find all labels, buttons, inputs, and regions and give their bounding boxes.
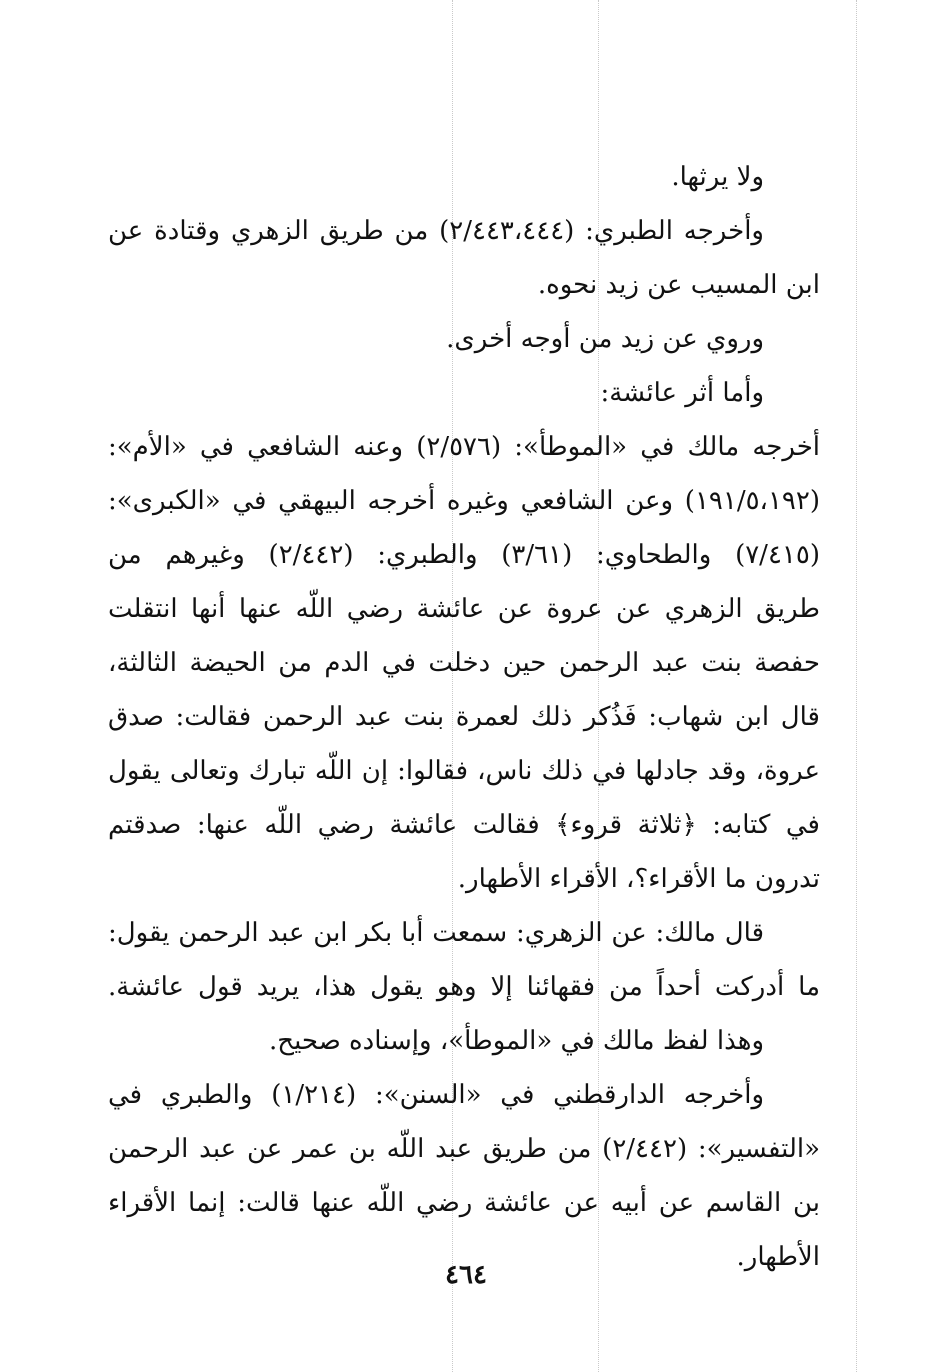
text-line: تدرون ما الأقراء؟، الأقراء الأطهار. — [457, 864, 820, 894]
text-line: وأخرجه الطبري: (٢/٤٤٣،٤٤٤) من طريق الزهري وقتادة عن — [108, 216, 764, 246]
text-line: عروة، وقد جادلها في ذلك ناس، فقالوا: إن اللّه تبارك وتعالى يقول — [108, 756, 820, 786]
text-line: وهذا لفظ مالك في «الموطأ»، وإسناده صحيح. — [269, 1026, 764, 1056]
text-line: وأما أثر عائشة: — [600, 378, 764, 408]
text-line: وروي عن زيد من أوجه أخرى. — [446, 324, 764, 354]
body-text — [108, 150, 820, 1284]
text-line: ما أدركت أحداً من فقهائنا إلا وهو يقول هذا، يريد قول عائشة. — [108, 972, 820, 1002]
text-line: أخرجه مالك في «الموطأ»: (٢/٥٧٦) وعنه الشافعي في «الأم»: — [108, 432, 820, 462]
text-line: قال ابن شهاب: فَذُكر ذلك لعمرة بنت عبد الرحمن فقالت: صدق — [108, 702, 820, 732]
text-line: وأخرجه الدارقطني في «السنن»: (١/٢١٤) والطبري في — [108, 1080, 764, 1110]
text-line: قال مالك: عن الزهري: سمعت أبا بكر ابن عبد الرحمن يقول: — [108, 918, 764, 948]
text-line: ولا يرثها. — [671, 162, 764, 192]
text-line: طريق الزهري عن عروة عن عائشة رضي اللّه عنها أنها انتقلت — [108, 594, 820, 624]
text-line: (١٩١/٥،١٩٢) وعن الشافعي وغيره أخرجه البيهقي في «الكبرى»: — [108, 486, 820, 516]
scan-artifact-line — [856, 0, 857, 1372]
text-line: الأطهار. — [736, 1242, 820, 1272]
text-line: في كتابه: ﴿ثلاثة قروء﴾ فقالت عائشة رضي اللّه عنها: صدقتم — [108, 810, 820, 840]
text-line: ابن المسيب عن زيد نحوه. — [537, 270, 820, 300]
text-line: (٧/٤١٥) والطحاوي: (٣/٦١) والطبري: (٢/٤٤٢) وغيرهم من — [108, 540, 820, 570]
text-line: بن القاسم عن أبيه عن عائشة رضي اللّه عنها قالت: إنما الأقراء — [108, 1188, 820, 1218]
text-line: «التفسير»: (٢/٤٤٢) من طريق عبد اللّه بن عمر عن عبد الرحمن — [108, 1134, 820, 1164]
text-line: حفصة بنت عبد الرحمن حين دخلت في الدم من الحيضة الثالثة، — [108, 648, 820, 678]
page-number: ٤٦٤ — [445, 1260, 487, 1290]
